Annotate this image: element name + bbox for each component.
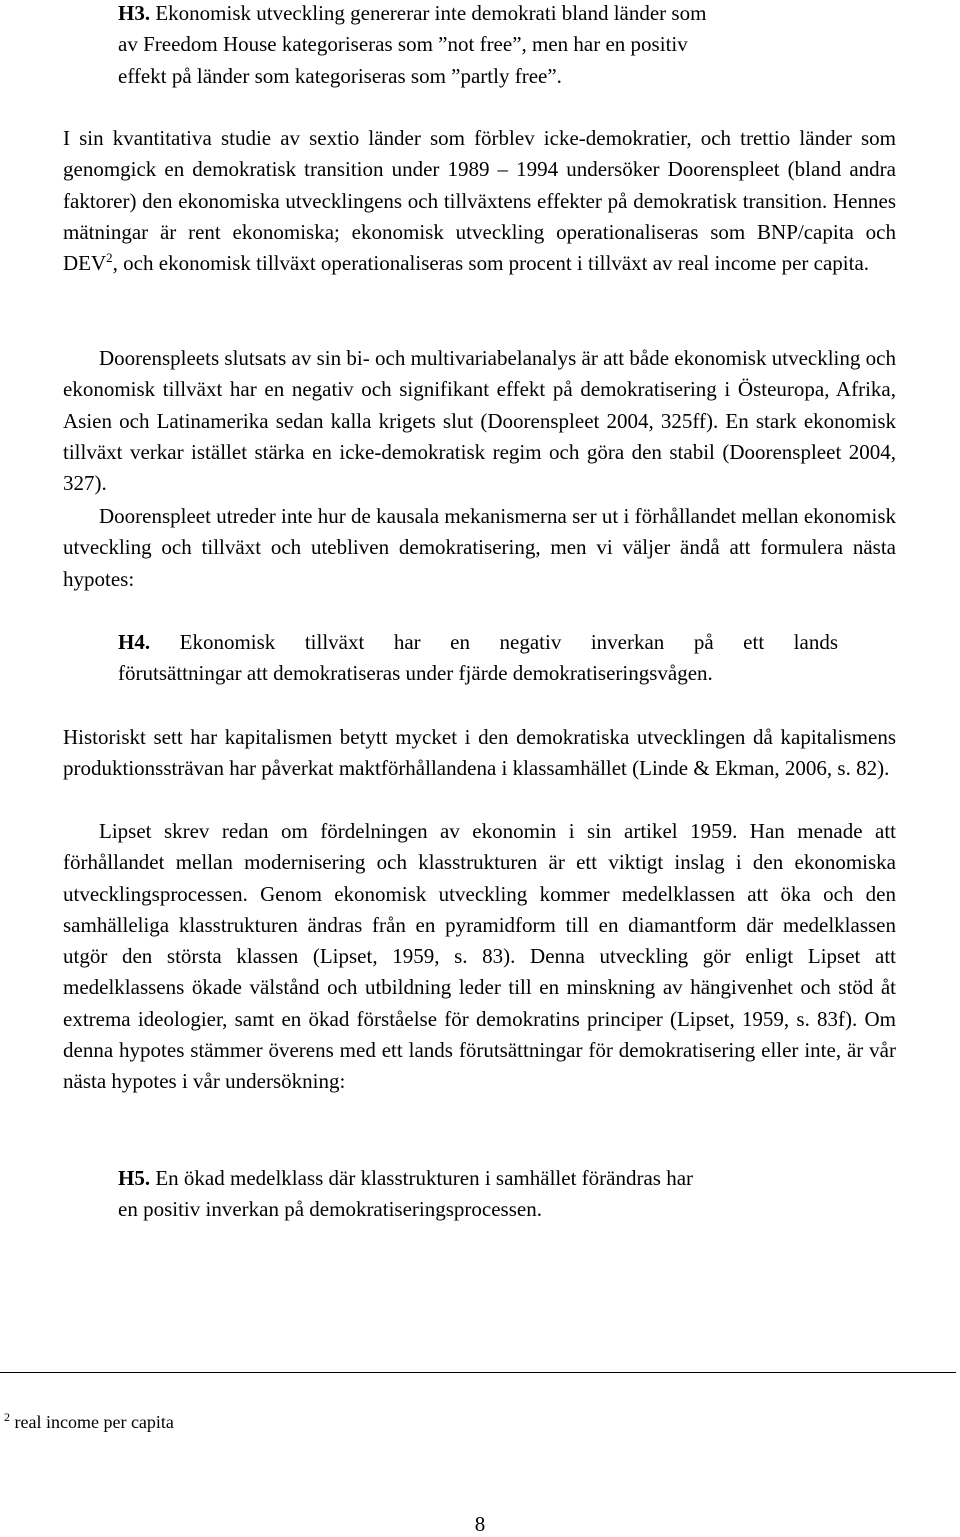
paragraph-1-part-a: I sin kvantitativa studie av sextio länder som förblev icke-demokratier, och trettio länder som genomgick en demokratisk transition under 1989 – 1994 undersöker Doorenspleet (bland andra faktorer) den ekonomiska utvecklingens och tillväxtens effekter på demokratisk transition. Hennes mätningar är rent ekonomiska; ekonomisk utveckling operationaliseras som BNP/capita och DEV xyxy=(63,126,896,276)
hypothesis-h3-label: H3. xyxy=(118,1,151,25)
hypothesis-h3-line-2: av Freedom House kategoriseras som ”not free”, men har en positiv xyxy=(118,32,688,57)
page-number: 8 xyxy=(474,1512,486,1536)
hypothesis-h5 xyxy=(118,1163,848,1226)
hypothesis-h3-text-1: Ekonomisk utveckling genererar inte demokrati bland länder som xyxy=(155,1,707,25)
hypothesis-h4-text-1: Ekonomisk tillväxt har en negativ inverkan på ett lands xyxy=(179,630,839,654)
footnote xyxy=(4,1410,174,1434)
hypothesis-h3-line-1 xyxy=(118,0,848,29)
hypothesis-h3 xyxy=(118,0,848,92)
paragraph-doorenspleet-conclusion: Doorenspleets slutsats av sin bi- och multivariabelanalys är att både ekonomisk utveckling och ekonomisk tillväxt har en negativ och signifikant effekt på demokratisering i Östeuropa, Afrika, Asien och Latinamerika sedan kalla krigets slut (Doorenspleet 2004, 325ff). En stark ekonomisk tillväxt verkar istället stärka en icke-demokratisk regim och göra den stabil (Doorenspleet 2004, 327). xyxy=(63,346,896,496)
hypothesis-h5-label: H5. xyxy=(118,1166,151,1190)
hypothesis-h4-line-2: förutsättningar att demokratiseras under fjärde demokratiseringsvågen. xyxy=(118,661,713,686)
footnote-separator xyxy=(0,1372,956,1373)
hypothesis-h5-line-2: en positiv inverkan på demokratiseringsprocessen. xyxy=(118,1197,542,1222)
footnote-reference: 2 xyxy=(106,250,113,266)
paragraph-lipset: Lipset skrev redan om fördelningen av ekonomin i sin artikel 1959. Han menade att förhållandet mellan modernisering och klasstrukturen är ett viktigt inslag i den ekonomiska utvecklingsprocessen. Genom ekonomisk utveckling kommer medelklassen att öka och den samhälleliga klasstrukturen ändras från en pyramidform till en diamantform där medelklassen utgör den största klassen (Lipset, 1959, s. 83). Denna utveckling gör enligt Lipset att medelklassens ökade välstånd och utbildning leder till en minskning av hängivenhet och stöd åt extrema ideologier, samt en ökad förståelse för demokratins principer (Lipset, 1959, s. 83f). Om denna hypotes stämmer överens med ett lands förutsättningar för demokratisering eller inte, är vår nästa hypotes i vår undersökning: xyxy=(63,819,896,1094)
hypothesis-h3-line-3: effekt på länder som kategoriseras som ”partly free”. xyxy=(118,63,562,88)
hypothesis-h5-line-1 xyxy=(118,1163,848,1194)
paragraph-1-part-b: , och ekonomisk tillväxt operationaliseras som procent i tillväxt av real income per capita. xyxy=(112,251,870,276)
hypothesis-h4-label: H4. xyxy=(118,630,151,654)
footnote-text: real income per capita xyxy=(14,1412,174,1432)
paragraph-doorenspleet-study xyxy=(63,123,896,279)
paragraph-causal-mechanisms: Doorenspleet utreder inte hur de kausala mekanismerna ser ut i förhållandet mellan ekonomisk utveckling och tillväxt och utebliven demokratisering, men vi väljer ändå att formulera nästa hypotes: xyxy=(63,504,896,591)
hypothesis-h4 xyxy=(118,627,838,690)
footnote-number: 2 xyxy=(4,1410,10,1424)
paragraph-capitalism: Historiskt sett har kapitalismen betytt mycket i den demokratiska utvecklingen då kapitalismens produktionssträvan har påverkat maktförhållandena i klassamhället (Linde & Ekman, 2006, s. 82). xyxy=(63,725,896,781)
hypothesis-h4-line-1 xyxy=(118,627,838,658)
hypothesis-h5-text-1: En ökad medelklass där klasstrukturen i samhället förändras har xyxy=(155,1166,694,1190)
